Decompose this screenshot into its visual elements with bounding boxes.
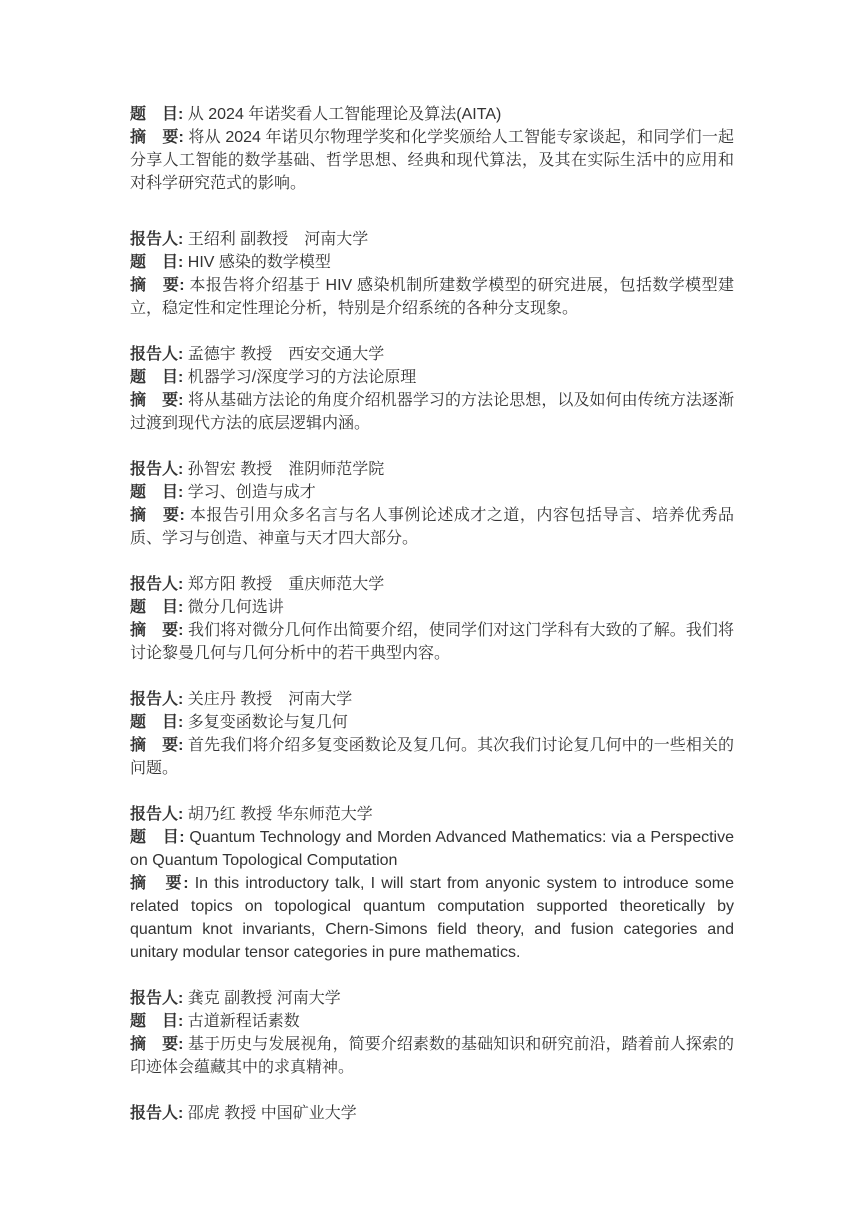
speaker-label: 报告人: bbox=[130, 806, 184, 823]
abstract-line bbox=[130, 619, 734, 665]
abstract-line bbox=[130, 274, 734, 320]
abstract-line bbox=[130, 126, 734, 195]
speaker-name: 胡乃红 教授 华东师范大学 bbox=[187, 806, 373, 823]
speaker-label: 报告人: bbox=[130, 990, 184, 1007]
talk-title-line bbox=[130, 711, 734, 734]
talk-title-line bbox=[130, 596, 734, 619]
abstract-line bbox=[130, 504, 734, 550]
abstract-line bbox=[130, 1033, 734, 1079]
title-label: 题 目: bbox=[130, 829, 185, 846]
talk-block bbox=[130, 343, 734, 435]
talk-title: 学习、创造与成才 bbox=[187, 484, 316, 501]
talk-title-line bbox=[130, 481, 734, 504]
speaker-line bbox=[130, 1102, 734, 1125]
talk-title-line bbox=[130, 366, 734, 389]
abstract-label: 摘 要: bbox=[130, 277, 185, 294]
talk-block bbox=[130, 987, 734, 1079]
abstract-line bbox=[130, 734, 734, 780]
talk-block bbox=[130, 103, 734, 195]
speaker-line bbox=[130, 343, 734, 366]
title-label: 题 目: bbox=[130, 369, 184, 386]
talk-title-line bbox=[130, 826, 734, 872]
speaker-label: 报告人: bbox=[130, 691, 184, 708]
talk-title: 古道新程话素数 bbox=[187, 1013, 300, 1030]
speaker-label: 报告人: bbox=[130, 1105, 184, 1122]
talk-title: 机器学习/深度学习的方法论原理 bbox=[187, 369, 417, 386]
speaker-line bbox=[130, 573, 734, 596]
talk-title: Quantum Technology and Morden Advanced Mathematics: via a Perspective on Quantum Topological Computation bbox=[130, 829, 734, 869]
talk-block bbox=[130, 228, 734, 320]
abstract-label: 摘 要: bbox=[130, 1036, 184, 1053]
abstract-line bbox=[130, 872, 734, 964]
speaker-name: 孙智宏 教授 淮阴师范学院 bbox=[187, 461, 385, 478]
talk-block bbox=[130, 1102, 734, 1125]
title-label: 题 目: bbox=[130, 484, 184, 501]
speaker-line bbox=[130, 803, 734, 826]
talk-title-line bbox=[130, 251, 734, 274]
speaker-name: 王绍利 副教授 河南大学 bbox=[187, 231, 369, 248]
talk-abstract: 将从 2024 年诺贝尔物理学奖和化学奖颁给人工智能专家谈起，和同学们一起分享人工智能的数学基础、哲学思想、经典和现代算法，及其在实际生活中的应用和对科学研究范式的影响。 bbox=[130, 129, 734, 192]
abstract-label: 摘 要: bbox=[130, 875, 189, 892]
speaker-name: 郑方阳 教授 重庆师范大学 bbox=[187, 576, 385, 593]
speaker-line bbox=[130, 987, 734, 1010]
talk-block bbox=[130, 458, 734, 550]
speaker-name: 龚克 副教授 河南大学 bbox=[187, 990, 341, 1007]
talk-title-line bbox=[130, 1010, 734, 1033]
talk-title: HIV 感染的数学模型 bbox=[187, 254, 331, 271]
talk-abstract: 首先我们将介绍多复变函数论及复几何。其次我们讨论复几何中的一些相关的问题。 bbox=[130, 737, 734, 777]
speaker-label: 报告人: bbox=[130, 346, 184, 363]
abstract-label: 摘 要: bbox=[130, 129, 184, 146]
title-label: 题 目: bbox=[130, 1013, 184, 1030]
talk-abstract: 我们将对微分几何作出简要介绍，使同学们对这门学科有大致的了解。我们将讨论黎曼几何与几何分析中的若干典型内容。 bbox=[130, 622, 734, 662]
speaker-name: 关庄丹 教授 河南大学 bbox=[187, 691, 353, 708]
speaker-name: 邵虎 教授 中国矿业大学 bbox=[187, 1105, 357, 1122]
title-label: 题 目: bbox=[130, 254, 184, 271]
speaker-line bbox=[130, 458, 734, 481]
talk-abstract: In this introductory talk, I will start from anyonic system to introduce some related topics on topological quantum computation supported theoretically by quantum knot invariants, Chern-Simons field theory, and fusion categories and unitary modular tensor categories in pure mathematics. bbox=[130, 875, 734, 961]
talk-abstract: 基于历史与发展视角，简要介绍素数的基础知识和研究前沿，踏着前人探索的印迹体会蕴藏其中的求真精神。 bbox=[130, 1036, 734, 1076]
title-label: 题 目: bbox=[130, 106, 184, 123]
abstract-label: 摘 要: bbox=[130, 622, 184, 639]
talk-block bbox=[130, 573, 734, 665]
speaker-line bbox=[130, 688, 734, 711]
talk-abstract: 本报告引用众多名言与名人事例论述成才之道，内容包括导言、培养优秀品质、学习与创造、神童与天才四大部分。 bbox=[130, 507, 734, 547]
talk-abstract: 本报告将介绍基于 HIV 感染机制所建数学模型的研究进展，包括数学模型建立，稳定性和定性理论分析，特别是介绍系统的各种分支现象。 bbox=[130, 277, 734, 317]
speaker-line bbox=[130, 228, 734, 251]
talk-title: 多复变函数论与复几何 bbox=[187, 714, 348, 731]
talks-list bbox=[130, 103, 734, 1125]
talk-title-line bbox=[130, 103, 734, 126]
abstract-label: 摘 要: bbox=[130, 392, 184, 409]
talk-block bbox=[130, 803, 734, 964]
title-label: 题 目: bbox=[130, 714, 184, 731]
abstract-line bbox=[130, 389, 734, 435]
talk-abstract: 将从基础方法论的角度介绍机器学习的方法论思想，以及如何由传统方法逐渐过渡到现代方法的底层逻辑内涵。 bbox=[130, 392, 734, 432]
title-label: 题 目: bbox=[130, 599, 184, 616]
speaker-label: 报告人: bbox=[130, 461, 184, 478]
abstract-label: 摘 要: bbox=[130, 737, 184, 754]
abstract-label: 摘 要: bbox=[130, 507, 185, 524]
talk-title: 从 2024 年诺奖看人工智能理论及算法(AITA) bbox=[187, 106, 502, 123]
speaker-name: 孟德宇 教授 西安交通大学 bbox=[187, 346, 385, 363]
talk-block bbox=[130, 688, 734, 780]
speaker-label: 报告人: bbox=[130, 231, 184, 248]
speaker-label: 报告人: bbox=[130, 576, 184, 593]
talk-title: 微分几何选讲 bbox=[187, 599, 284, 616]
